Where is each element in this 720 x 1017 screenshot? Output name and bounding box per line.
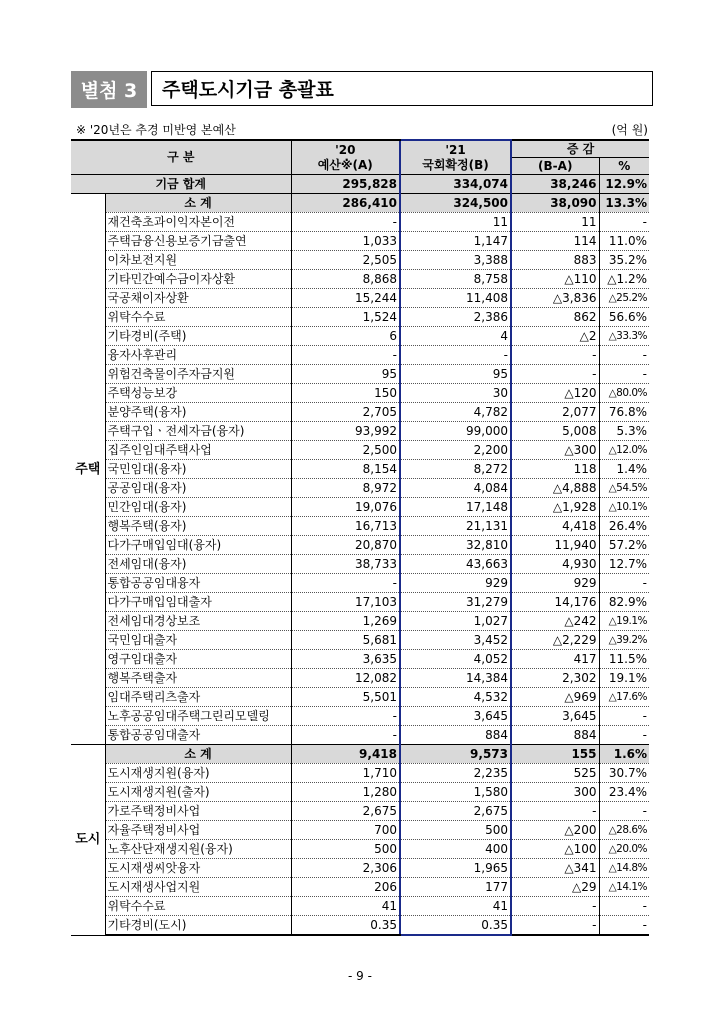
row-name: 행복주택출자 [105,669,291,688]
total-diff: 38,246 [511,175,599,194]
row-pct: △14.8% [599,859,649,878]
row-a: 2,505 [291,251,400,270]
row-pct: - [599,897,649,916]
row-pct: - [599,802,649,821]
table-row [71,441,649,460]
row-diff: 2,302 [511,669,599,688]
row-name: 공공임대(융자) [105,479,291,498]
row-pct: - [599,213,649,232]
row-diff: △969 [511,688,599,707]
row-name: 도시재생지원(출자) [105,783,291,802]
subtotal-a: 286,410 [291,194,400,213]
row-pct: 57.2% [599,536,649,555]
row-diff: △1,928 [511,498,599,517]
row-b: 400 [400,840,511,859]
row-b: 32,810 [400,536,511,555]
row-name: 자율주택정비사업 [105,821,291,840]
row-name: 노후산단재생지원(융자) [105,840,291,859]
col-header-b-year: '21 [445,142,466,157]
row-b: 11,408 [400,289,511,308]
urban-subtotal-row [71,745,649,764]
row-diff: 4,418 [511,517,599,536]
page-number: - 9 - [348,969,372,983]
row-pct: 11.5% [599,650,649,669]
row-b: 43,663 [400,555,511,574]
row-name: 국민임대(융자) [105,460,291,479]
total-label: 기금 합계 [71,175,291,194]
row-name: 이차보전지원 [105,251,291,270]
row-b: 500 [400,821,511,840]
row-a: 500 [291,840,400,859]
row-pct: 82.9% [599,593,649,612]
row-b: 177 [400,878,511,897]
row-a: 15,244 [291,289,400,308]
row-a: 1,033 [291,232,400,251]
table-row [71,289,649,308]
row-a: 17,103 [291,593,400,612]
table-row [71,612,649,631]
row-diff: - [511,916,599,936]
row-a: 2,675 [291,802,400,821]
table-row [71,517,649,536]
row-b: 2,386 [400,308,511,327]
table-row [71,536,649,555]
table-row [71,460,649,479]
row-diff: △200 [511,821,599,840]
table-row [71,669,649,688]
col-header-a-year: '20 [335,142,356,157]
row-name: 재건축초과이익자본이전 [105,213,291,232]
row-b: 2,675 [400,802,511,821]
row-b: 3,388 [400,251,511,270]
row-pct: 76.8% [599,403,649,422]
row-name: 전세임대(융자) [105,555,291,574]
subtotal-label: 소 계 [105,745,291,764]
row-pct: - [599,916,649,936]
row-a: 95 [291,365,400,384]
row-a: 1,710 [291,764,400,783]
row-b: 8,758 [400,270,511,289]
row-a: - [291,574,400,593]
table-row [71,593,649,612]
table-row [71,346,649,365]
row-a: 19,076 [291,498,400,517]
row-name: 기타경비(주택) [105,327,291,346]
subtotal-b: 324,500 [400,194,511,213]
table-row [71,878,649,897]
row-name: 노후공공임대주택그린리모델링 [105,707,291,726]
row-pct: △12.0% [599,441,649,460]
row-diff: 883 [511,251,599,270]
row-a: 1,524 [291,308,400,327]
row-name: 다가구매입임대(융자) [105,536,291,555]
row-name: 전세임대경상보조 [105,612,291,631]
row-name: 민간임대(융자) [105,498,291,517]
row-b: 21,131 [400,517,511,536]
housing-subtotal-row [71,194,649,213]
row-b: 99,000 [400,422,511,441]
row-diff: 118 [511,460,599,479]
row-name: 행복주택(융자) [105,517,291,536]
row-name: 도시재생씨앗융자 [105,859,291,878]
row-b: 3,452 [400,631,511,650]
table-row [71,498,649,517]
col-header-b [400,140,511,175]
row-diff: 14,176 [511,593,599,612]
row-diff: 4,930 [511,555,599,574]
table-row [71,270,649,289]
row-diff: △300 [511,441,599,460]
subtotal-a: 9,418 [291,745,400,764]
row-diff: △110 [511,270,599,289]
row-a: 8,972 [291,479,400,498]
subtotal-label: 소 계 [105,194,291,213]
row-diff: 5,008 [511,422,599,441]
table-row [71,726,649,745]
table-row [71,251,649,270]
row-pct: △33.3% [599,327,649,346]
row-b: 884 [400,726,511,745]
row-diff: △29 [511,878,599,897]
row-diff: △2,229 [511,631,599,650]
row-b: 4,084 [400,479,511,498]
row-pct: △14.1% [599,878,649,897]
row-b: 8,272 [400,460,511,479]
col-header-pct: % [599,158,649,175]
row-b: 30 [400,384,511,403]
row-pct: △10.1% [599,498,649,517]
row-diff: 114 [511,232,599,251]
total-row [71,175,649,194]
row-diff: 300 [511,783,599,802]
row-diff: 525 [511,764,599,783]
row-pct: - [599,365,649,384]
housing-group-label: 주택 [71,194,105,745]
row-a: 93,992 [291,422,400,441]
row-diff: - [511,346,599,365]
col-header-a-label: 예산※(A) [317,157,373,172]
row-diff: 11,940 [511,536,599,555]
urban-group-label: 도시 [71,745,105,936]
row-diff: 862 [511,308,599,327]
row-name: 국공채이자상환 [105,289,291,308]
table-row [71,555,649,574]
row-pct: △28.6% [599,821,649,840]
row-b: 4,052 [400,650,511,669]
row-name: 임대주택리츠출자 [105,688,291,707]
col-header-change-sub: (B-A) [511,158,599,175]
row-b: - [400,346,511,365]
table-row [71,327,649,346]
row-b: 1,147 [400,232,511,251]
table-row [71,859,649,878]
row-a: 12,082 [291,669,400,688]
row-pct: △39.2% [599,631,649,650]
subtotal-diff: 38,090 [511,194,599,213]
table-row [71,688,649,707]
total-a: 295,828 [291,175,400,194]
table-row [71,840,649,859]
row-diff: - [511,365,599,384]
row-a: 206 [291,878,400,897]
table-row [71,365,649,384]
total-b: 334,074 [400,175,511,194]
row-a: 8,154 [291,460,400,479]
row-pct: - [599,574,649,593]
row-pct: 35.2% [599,251,649,270]
row-b: 0.35 [400,916,511,936]
table-row [71,384,649,403]
row-diff: △120 [511,384,599,403]
row-pct: 23.4% [599,783,649,802]
row-b: 2,200 [400,441,511,460]
row-name: 융자사후관리 [105,346,291,365]
row-pct: - [599,346,649,365]
table-row [71,232,649,251]
row-a: 1,269 [291,612,400,631]
row-a: 8,868 [291,270,400,289]
row-pct: 1.4% [599,460,649,479]
row-name: 다가구매입임대출자 [105,593,291,612]
row-diff: △2 [511,327,599,346]
row-pct: △1.2% [599,270,649,289]
row-name: 분양주택(융자) [105,403,291,422]
row-pct: - [599,707,649,726]
table-row [71,650,649,669]
table-row [71,802,649,821]
row-diff: 884 [511,726,599,745]
row-b: 4 [400,327,511,346]
row-pct: △80.0% [599,384,649,403]
row-b: 1,580 [400,783,511,802]
row-pct: 30.7% [599,764,649,783]
row-pct: 11.0% [599,232,649,251]
footnote: ※ '20년은 추경 미반영 본예산 [76,123,236,137]
table-row [71,783,649,802]
row-a: 41 [291,897,400,916]
row-name: 기타민간예수금이자상환 [105,270,291,289]
appendix-tag: 별첨 3 [71,71,147,108]
row-diff: 417 [511,650,599,669]
table-row [71,422,649,441]
row-pct: △17.6% [599,688,649,707]
row-a: 2,705 [291,403,400,422]
row-a: - [291,346,400,365]
subtotal-diff: 155 [511,745,599,764]
row-diff: △341 [511,859,599,878]
row-b: 2,235 [400,764,511,783]
row-name: 도시재생사업지원 [105,878,291,897]
row-b: 31,279 [400,593,511,612]
row-name: 영구임대출자 [105,650,291,669]
row-diff: 11 [511,213,599,232]
row-diff: 3,645 [511,707,599,726]
row-name: 위탁수수료 [105,308,291,327]
table-row [71,821,649,840]
row-diff: - [511,802,599,821]
row-pct: △20.0% [599,840,649,859]
row-b: 1,965 [400,859,511,878]
row-name: 국민임대출자 [105,631,291,650]
row-pct: 26.4% [599,517,649,536]
row-name: 도시재생지원(융자) [105,764,291,783]
row-name: 위탁수수료 [105,897,291,916]
row-a: 2,306 [291,859,400,878]
table-row [71,707,649,726]
col-header-change: 증 감 [511,140,649,158]
row-b: 41 [400,897,511,916]
row-a: 20,870 [291,536,400,555]
row-a: 150 [291,384,400,403]
row-a: 0.35 [291,916,400,936]
total-pct: 12.9% [599,175,649,194]
table-row [71,213,649,232]
row-a: 3,635 [291,650,400,669]
table-row [71,631,649,650]
page-title: 주택도시기금 총괄표 [151,71,653,106]
row-a: 5,501 [291,688,400,707]
table-row [71,574,649,593]
row-b: 17,148 [400,498,511,517]
col-header-b-label: 국회확정(B) [422,157,489,172]
row-pct: △19.1% [599,612,649,631]
row-name: 통합공공임대융자 [105,574,291,593]
row-b: 4,532 [400,688,511,707]
row-b: 11 [400,213,511,232]
unit-label: (억 원) [611,123,648,137]
subtotal-b: 9,573 [400,745,511,764]
fund-summary-table [71,139,649,936]
table-row [71,764,649,783]
col-header-category: 구 분 [71,140,291,175]
row-name: 주택성능보강 [105,384,291,403]
row-a: 700 [291,821,400,840]
row-diff: △100 [511,840,599,859]
row-pct: - [599,726,649,745]
subtotal-pct: 13.3% [599,194,649,213]
table-row [71,308,649,327]
row-name: 통합공공임대출자 [105,726,291,745]
row-diff: 2,077 [511,403,599,422]
row-pct: △54.5% [599,479,649,498]
row-pct: △25.2% [599,289,649,308]
row-a: 1,280 [291,783,400,802]
table-row [71,897,649,916]
table-row [71,403,649,422]
row-b: 3,645 [400,707,511,726]
table-row [71,916,649,936]
table-row [71,479,649,498]
row-pct: 19.1% [599,669,649,688]
row-b: 1,027 [400,612,511,631]
row-b: 14,384 [400,669,511,688]
row-a: 2,500 [291,441,400,460]
row-name: 위험건축물이주자금지원 [105,365,291,384]
row-pct: 56.6% [599,308,649,327]
row-name: 기타경비(도시) [105,916,291,936]
row-diff: △242 [511,612,599,631]
col-header-a [291,140,400,175]
row-a: 5,681 [291,631,400,650]
appendix-header [71,71,655,108]
row-name: 주택금융신용보증기금출연 [105,232,291,251]
row-a: - [291,213,400,232]
row-diff: - [511,897,599,916]
row-a: - [291,726,400,745]
row-diff: △4,888 [511,479,599,498]
row-a: 16,713 [291,517,400,536]
row-b: 4,782 [400,403,511,422]
row-b: 95 [400,365,511,384]
row-name: 주택구입ㆍ전세자금(융자) [105,422,291,441]
row-name: 가로주택정비사업 [105,802,291,821]
row-a: - [291,707,400,726]
subtotal-pct: 1.6% [599,745,649,764]
row-diff: 929 [511,574,599,593]
row-a: 38,733 [291,555,400,574]
row-b: 929 [400,574,511,593]
row-pct: 12.7% [599,555,649,574]
row-name: 집주인임대주택사업 [105,441,291,460]
row-pct: 5.3% [599,422,649,441]
row-a: 6 [291,327,400,346]
row-diff: △3,836 [511,289,599,308]
